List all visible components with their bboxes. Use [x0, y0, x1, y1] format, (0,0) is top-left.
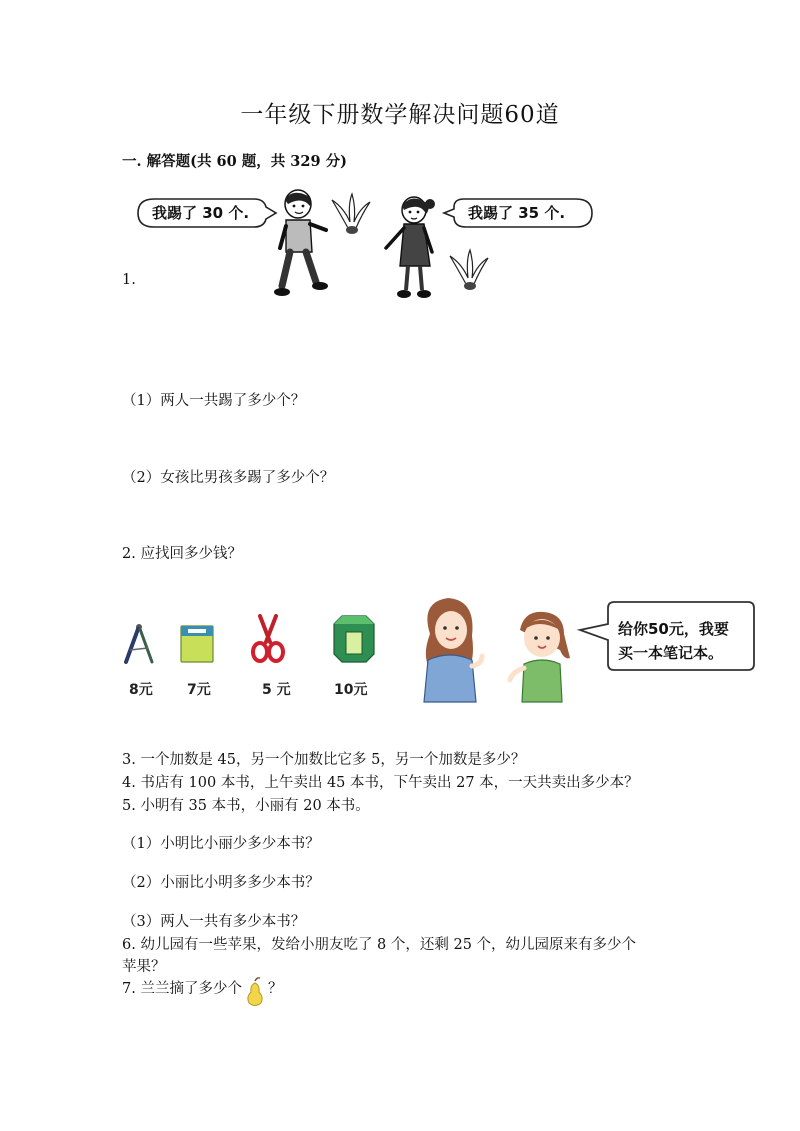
- shuttlecock-icon: [448, 248, 488, 290]
- price-label: 5 元: [262, 682, 291, 698]
- speech-line-1: 给你50元，我要: [618, 620, 729, 638]
- customer-girl-figure: [508, 610, 574, 704]
- boy-figure: [272, 188, 332, 300]
- section-heading: 一. 解答题(共 60 题，共 329 分): [122, 153, 347, 170]
- question-7-suffix: ？: [267, 981, 283, 997]
- question-6-line-1: 6. 幼儿园有一些苹果，发给小朋友吃了 8 个，还剩 25 个，幼儿园原来有多少个: [122, 937, 637, 953]
- page-title: 一年级下册数学解决问题60道: [240, 102, 560, 128]
- pear-icon: [244, 977, 266, 1007]
- question-5-sub-1: （1）小明比小丽少多少本书？: [122, 836, 320, 852]
- scissors-icon: [250, 614, 286, 664]
- question-3-text: 3. 一个加数是 45，另一个加数比它多 5，另一个加数是多少？: [122, 752, 526, 768]
- question-7-prefix: 7. 兰兰摘了多少个: [122, 981, 242, 997]
- speech-line-2: 买一本笔记本。: [618, 644, 724, 662]
- question-6-line-2: 苹果？: [122, 959, 166, 975]
- question-5-sub-2: （2）小丽比小明多多少本书？: [122, 875, 320, 891]
- question-1-sub-2: （2）女孩比男孩多踢了多少个？: [122, 470, 335, 486]
- price-label: 7元: [187, 682, 211, 698]
- price-label: 10元: [334, 682, 368, 698]
- shopkeeper-figure: [414, 594, 490, 704]
- girl-figure: [384, 194, 440, 300]
- question-7-text: [122, 977, 282, 1007]
- girl-bubble-text: 我踢了 35 个.: [468, 204, 566, 222]
- pencil-case-icon: [332, 614, 376, 664]
- shuttlecock-icon: [330, 192, 370, 234]
- boy-bubble-text: 我踢了 30 个.: [152, 204, 250, 222]
- question-1-sub-1: （1）两人一共踢了多少个？: [122, 393, 306, 409]
- compass-icon: [122, 622, 156, 666]
- question-5-text: 5. 小明有 35 本书，小丽有 20 本书。: [122, 798, 370, 814]
- question-1-number: 1.: [122, 272, 136, 288]
- question-4-text: 4. 书店有 100 本书，上午卖出 45 本书，下午卖出 27 本，一天共卖出多少本？: [122, 775, 639, 791]
- question-5-sub-3: （3）两人一共有多少本书？: [122, 914, 306, 930]
- price-label: 8元: [129, 682, 153, 698]
- notebook-icon: [180, 625, 214, 663]
- question-2-text: 2. 应找回多少钱？: [122, 546, 242, 562]
